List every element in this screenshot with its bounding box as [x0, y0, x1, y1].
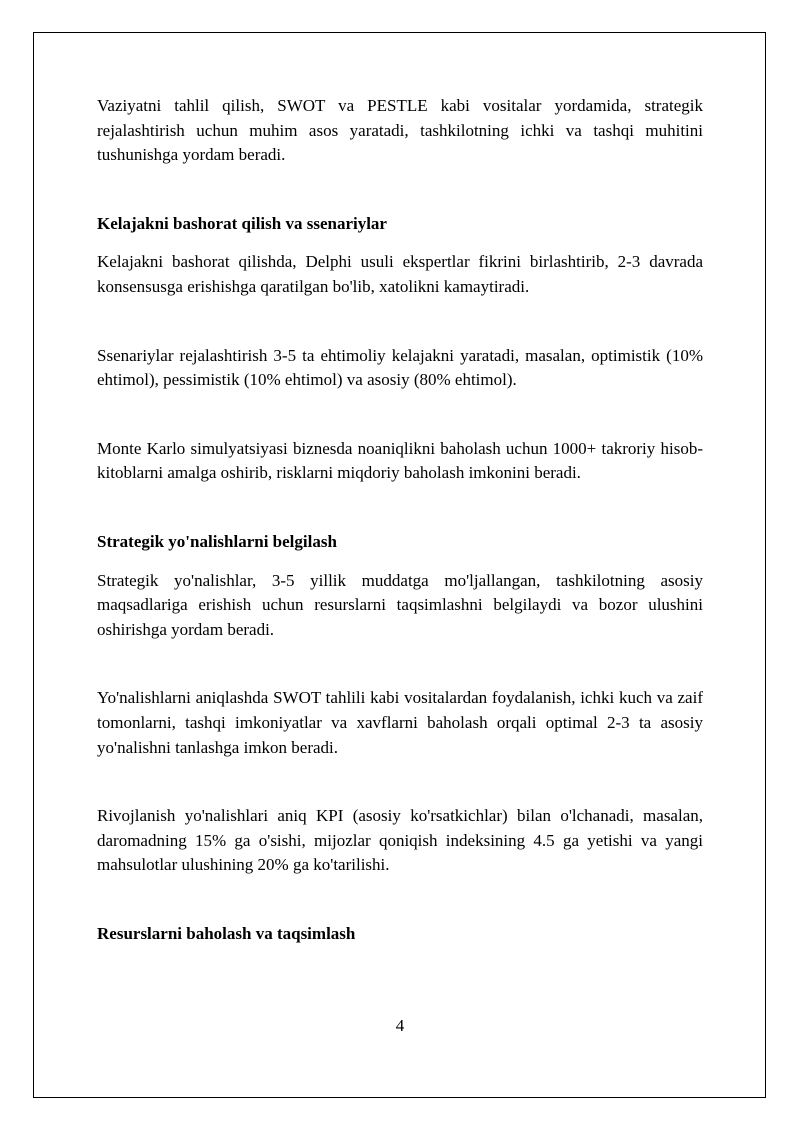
paragraph-scenario-planning: Ssenariylar rejalashtirish 3-5 ta ehtimoliy kelajakni yaratadi, masalan, optimistik (10% ehtimol), pessimistik (10% ehtimol) va asosiy (80% ehtimol). — [97, 345, 703, 390]
heading-forecasting-scenarios: Kelajakni bashorat qilish va ssenariylar — [97, 213, 387, 233]
paragraph-kpi: Rivojlanish yo'nalishlari aniq KPI (asosiy ko'rsatkichlar) bilan o'lchanadi, masalan, daromadning 15% ga o'sishi, mijozlar qoniqish indeksining 4.5 ga yetishi va yangi mahsulotlar ulushining 20% ga ko'tarilishi. — [97, 806, 703, 875]
paragraph-situation-analysis: Vaziyatni tahlil qilish, SWOT va PESTLE kabi vositalar yordamida, strategik rejalashtirish uchun muhim asos yaratadi, tashkilotning ichki va tashqi muhitini tushunishga yordam beradi. — [97, 96, 703, 165]
paragraph-delphi-method: Kelajakni bashorat qilishda, Delphi usuli ekspertlar fikrini birlashtirib, 2-3 davrada konsensusga erishishga qaratilgan bo'lib, xatolikni kamaytiradi. — [97, 252, 703, 296]
heading-resource-allocation: Resurslarni baholash va taqsimlash — [97, 923, 356, 943]
paragraph-swot-directions: Yo'nalishlarni aniqlashda SWOT tahlili kabi vositalardan foydalanish, ichki kuch va zaif tomonlarni, tashqi imkoniyatlar va xavflarni baholash orqali optimal 2-3 ta asosiy yo'nalishni tanlashga imkon beradi. — [97, 688, 703, 757]
paragraph-monte-carlo: Monte Karlo simulyatsiyasi biznesda noaniqlikni baholash uchun 1000+ takroriy hisob-kitoblarni amalga oshirib, risklarni miqdoriy baholash imkonini beradi. — [97, 438, 703, 483]
paragraph-strategic-directions: Strategik yo'nalishlar, 3-5 yillik muddatga mo'ljallangan, tashkilotning asosiy maqsadlariga erishish uchun resurslarni taqsimlashni belgilaydi va bozor ulushini oshirishga yordam beradi. — [97, 570, 703, 639]
page-content — [97, 94, 703, 946]
heading-strategic-directions: Strategik yo'nalishlarni belgilash — [97, 531, 337, 551]
page-number: 4 — [395, 1016, 405, 1035]
